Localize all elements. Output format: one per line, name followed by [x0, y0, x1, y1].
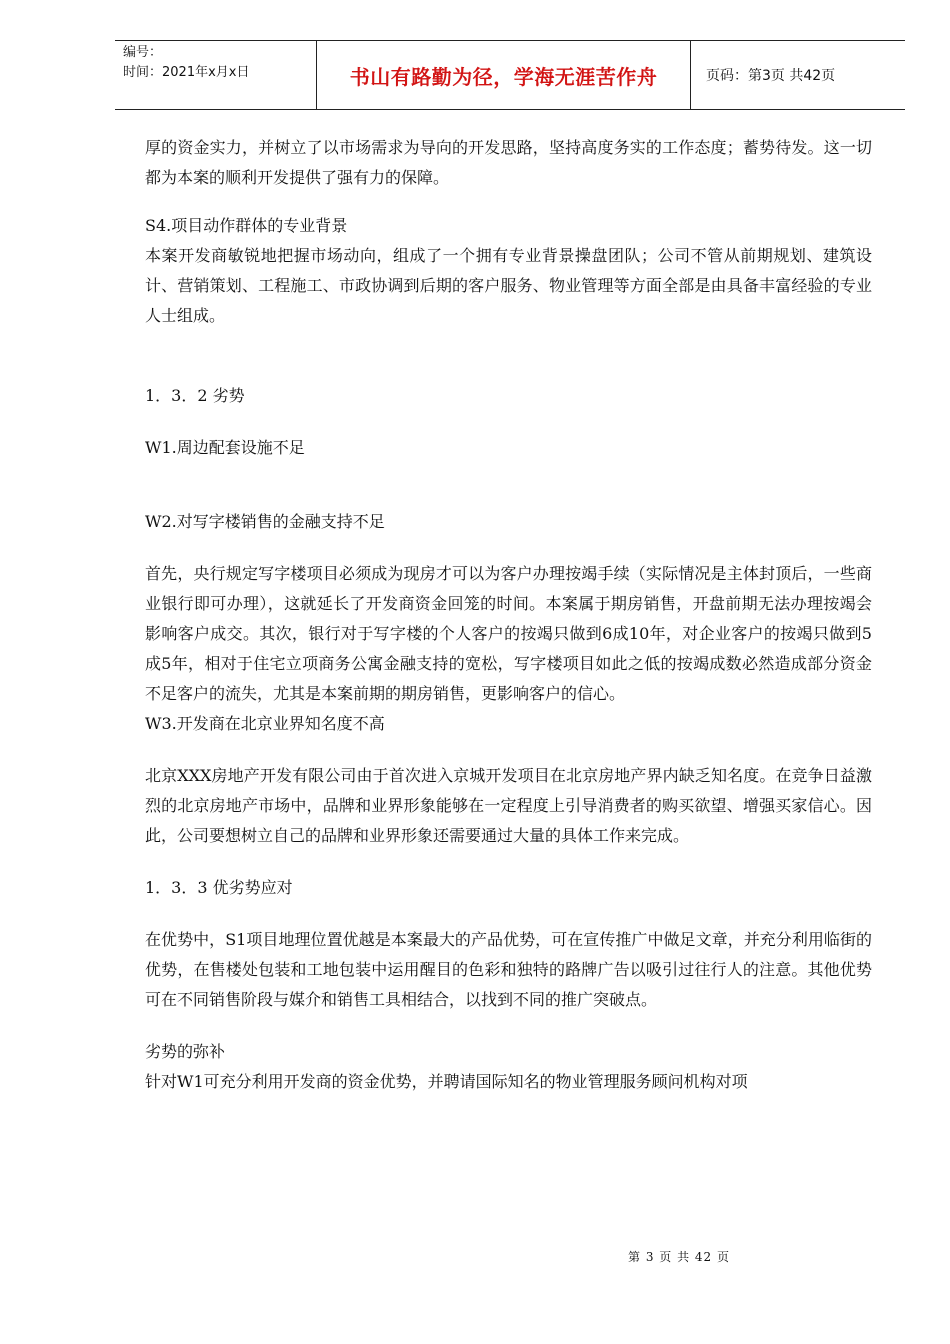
- heading-w1: W1.周边配套设施不足: [145, 438, 305, 457]
- paragraph-s4: 本案开发商敏锐地把握市场动向，组成了一个拥有专业背景操盘团队；公司不管从前期规划、建筑设计、营销策划、工程施工、市政协调到后期的客户服务、物业管理等方面全部是由具备丰富经验的专业人士组成。: [145, 246, 872, 325]
- header-motto: 书山有路勤为径，学海无涯苦作舟: [316, 41, 691, 109]
- date-label: 时间：2021年x月x日: [123, 65, 250, 80]
- header-meta: [115, 41, 315, 109]
- paragraph-weakness-remedy: 针对W1可充分利用开发商的资金优势，并聘请国际知名的物业管理服务顾问机构对项: [145, 1072, 748, 1091]
- heading-w2: W2.对写字楼销售的金融支持不足: [145, 512, 385, 531]
- page-info-text: 页码：第3页 共42页: [706, 68, 836, 84]
- paragraph-w3: 北京XXX房地产开发有限公司由于首次进入京城开发项目在北京房地产界内缺乏知名度。在竞争日益激烈的北京房地产市场中，品牌和业界形象能够在一定程度上引导消费者的购买欲望、增强买家信心。因此，公司要想树立自己的品牌和业界形象还需要通过大量的具体工作来完成。: [145, 766, 872, 845]
- paragraph-strengths: 在优势中，S1项目地理位置优越是本案最大的产品优势，可在宣传推广中做足文章，并充分利用临街的优势，在售楼处包装和工地包装中运用醒目的色彩和独特的路牌广告以吸引过往行人的注意。其他优势可在不同销售阶段与媒介和销售工具相结合，以找到不同的推广突破点。: [145, 930, 872, 1009]
- paragraph-w2: 首先，央行规定写字楼项目必须成为现房才可以为客户办理按竭手续（实际情况是主体封顶后，一些商业银行即可办理），这就延长了开发商资金回笼的时间。本案属于期房销售，开盘前期无法办理按竭会影响客户成交。其次，银行对于写字楼的个人客户的按竭只做到6成10年，对企业客户的按竭只做到5成5年，相对于住宅立项商务公寓金融支持的宽松，写字楼项目如此之低的按竭成数必然造成部分资金不足客户的流失，尤其是本案前期的期房销售，更影响客户的信心。: [145, 564, 872, 703]
- serial-number-label: 编号：: [123, 45, 163, 60]
- header-page-info: [698, 41, 905, 109]
- heading-w3: W3.开发商在北京业界知名度不高: [145, 714, 385, 733]
- document-body: [145, 133, 872, 1097]
- heading-1-3-3: 1．3．3 优劣势应对: [145, 878, 293, 897]
- page-header: [115, 40, 905, 110]
- heading-1-3-2: 1．3．2 劣势: [145, 386, 245, 405]
- heading-weakness-remedy: 劣势的弥补: [145, 1042, 226, 1061]
- paragraph-funding: 厚的资金实力，并树立了以市场需求为导向的开发思路，坚持高度务实的工作态度；蓄势待发。这一切都为本案的顺利开发提供了强有力的保障。: [145, 138, 872, 187]
- heading-s4: S4.项目动作群体的专业背景: [145, 216, 348, 235]
- page-footer: 第 3 页 共 42 页: [628, 1250, 730, 1264]
